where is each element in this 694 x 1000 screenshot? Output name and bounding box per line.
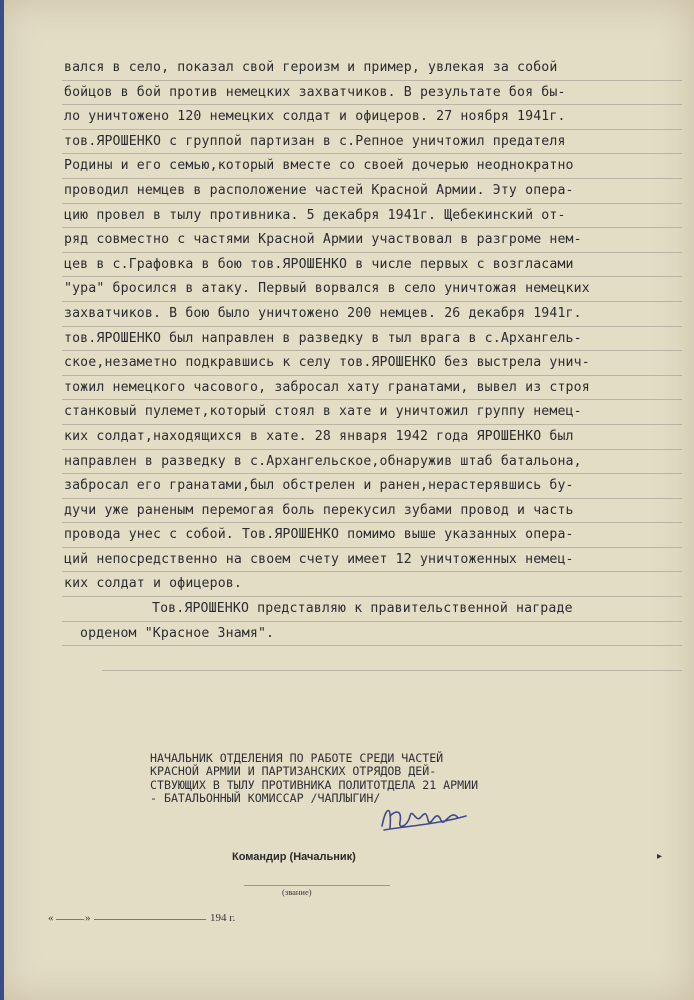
text-line: дучи уже раненым перемогая боль перекусил зубами провод и часть: [62, 499, 682, 524]
text-line: Родины и его семью,который вместе со своей дочерью неоднократно: [62, 154, 682, 179]
text-line: тов.ЯРОШЕНКО был направлен в разведку в тыл врага в с.Архангель-: [62, 327, 682, 352]
commander-label: Командир (Начальник): [232, 851, 356, 863]
text-line: цию провел в тылу противника. 5 декабря 1941г. Щебекинский от-: [62, 204, 682, 229]
citation-text: [62, 56, 682, 671]
text-line: ких солдат и офицеров.: [62, 572, 682, 597]
closing-line: Тов.ЯРОШЕНКО представляю к правительственной награде: [62, 597, 682, 622]
text-line: бойцов в бой против немецких захватчиков. В результате боя бы-: [62, 81, 682, 106]
date-open-quote: «: [48, 912, 54, 924]
text-line: ряд совместно с частями Красной Армии участвовал в разгроме нем-: [62, 228, 682, 253]
text-line: ское,незаметно подкравшись к селу тов.ЯРОШЕНКО без выстрела унич-: [62, 351, 682, 376]
text-line: тов.ЯРОШЕНКО с группой партизан в с.Репное уничтожил предателя: [62, 130, 682, 155]
text-line: "ура" бросился в атаку. Первый ворвался в село уничтожая немецких: [62, 277, 682, 302]
year-field: 194 г.: [210, 912, 236, 924]
text-line: забросал его гранатами,был обстрелен и ранен,нерастерявшись бу-: [62, 474, 682, 499]
text-line: захватчиков. В бою было уничтожено 200 немцев. 26 декабря 1941г.: [62, 302, 682, 327]
text-line: цев в с.Графовка в бою тов.ЯРОШЕНКО в числе первых с возгласами: [62, 253, 682, 278]
text-line: вался в село, показал свой героизм и пример, увлекая за собой: [62, 56, 682, 81]
text-line: провода унес с собой. Тов.ЯРОШЕНКО помимо выше указанных опера-: [62, 523, 682, 548]
month-rule: [94, 919, 206, 920]
signature-name-line: - БАТАЛЬОННЫЙ КОМИССАР /ЧАПЛЫГИН/: [150, 791, 381, 806]
text-line: ций непосредственно на своем счету имеет 12 уничтоженных немец-: [62, 548, 682, 573]
margin-marker: ▸: [657, 851, 663, 862]
rank-label: (звание): [282, 887, 312, 897]
page-edge: [0, 0, 4, 1000]
text-line: проводил немцев в расположение частей Красной Армии. Эту опера-: [62, 179, 682, 204]
day-rule: [56, 919, 84, 920]
handwritten-signature: [378, 796, 470, 836]
text-line: тожил немецкого часового, забросал хату гранатами, вывел из строя: [62, 376, 682, 401]
text-line: направлен в разведку в с.Архангельское,обнаружив штаб батальона,: [62, 450, 682, 475]
date-close-quote: »: [85, 912, 91, 924]
blank-ruled-line: [102, 646, 682, 671]
signature-title-line: НАЧАЛЬНИК ОТДЕЛЕНИЯ ПО РАБОТЕ СРЕДИ ЧАСТЕЙ: [150, 751, 444, 765]
rank-rule: [244, 885, 390, 886]
text-line: ких солдат,находящихся в хате. 28 января 1942 года ЯРОШЕНКО был: [62, 425, 682, 450]
closing-line: орденом "Красное Знамя".: [62, 622, 682, 647]
signature-title-line: КРАСНОЙ АРМИИ И ПАРТИЗАНСКИХ ОТРЯДОВ ДЕЙ-: [150, 764, 437, 779]
text-line: станковый пулемет,который стоял в хате и уничтожил группу немец-: [62, 400, 682, 425]
signature-title-line: СТВУЮЩИХ В ТЫЛУ ПРОТИВНИКА ПОЛИТОТДЕЛА 21 АРМИИ: [150, 777, 479, 792]
text-line: ло уничтожено 120 немецких солдат и офицеров. 27 ноября 1941г.: [62, 105, 682, 130]
